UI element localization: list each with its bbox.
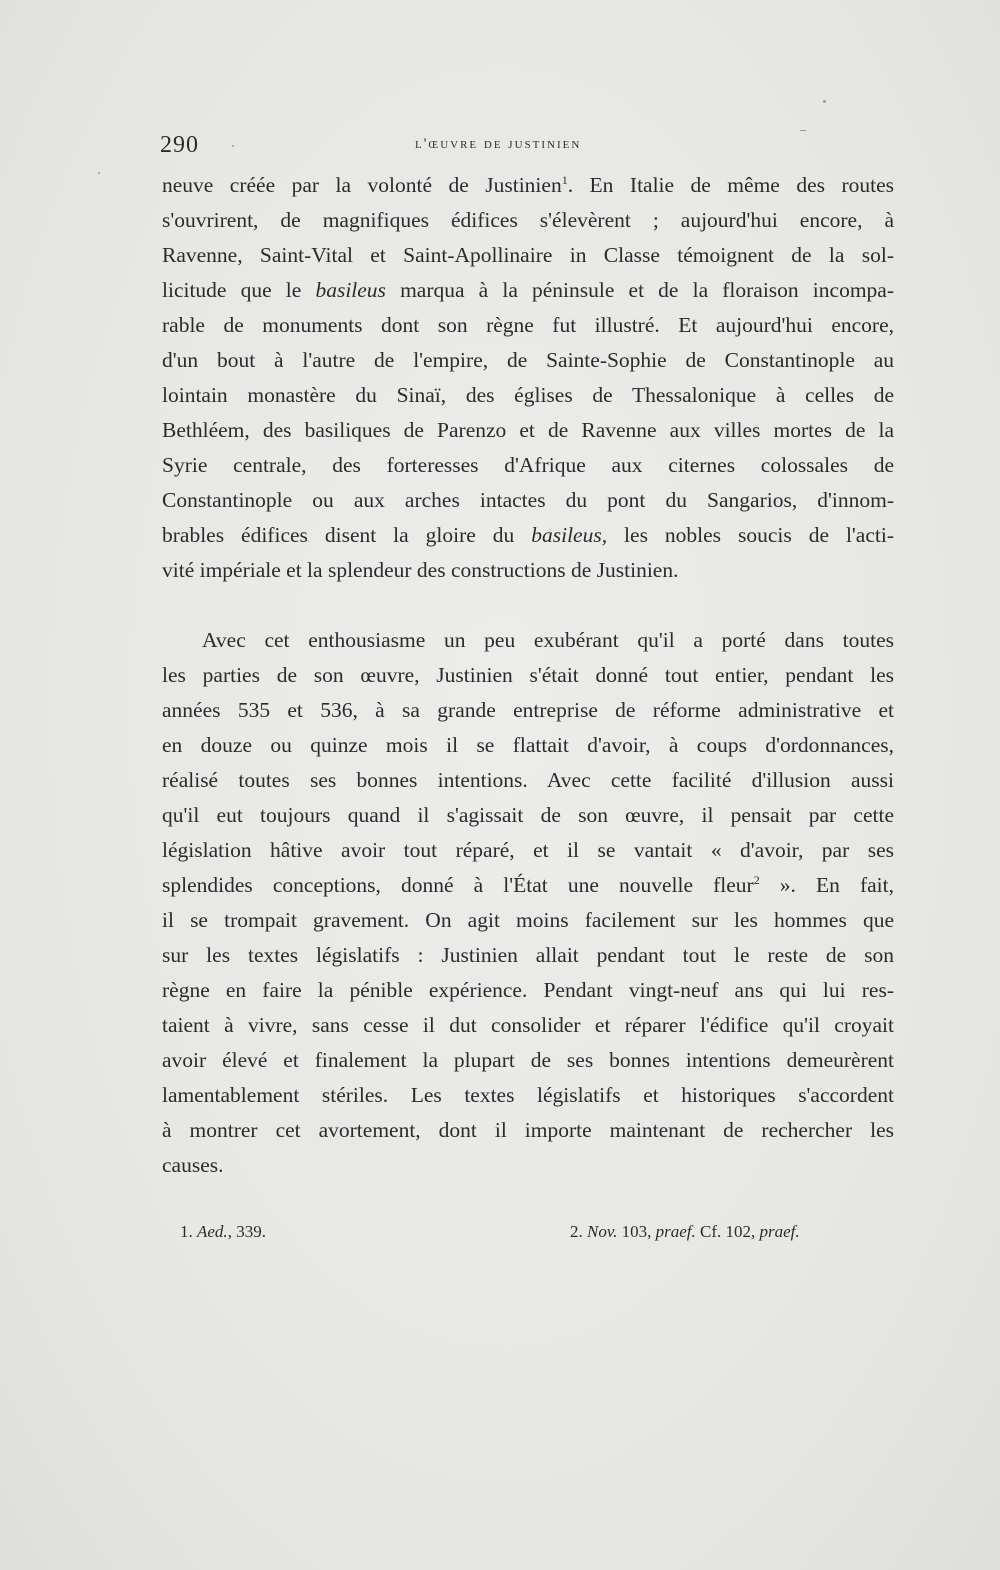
footnotes: [180, 1222, 860, 1252]
text-line: s'ouvrirent, de magnifiques édifices s'élevèrent ; aujourd'hui encore, à: [162, 208, 894, 232]
paragraph-2: [162, 623, 894, 1183]
text-line: Bethléem, des basiliques de Parenzo et de Ravenne aux villes mortes de la: [162, 418, 894, 442]
running-title: l'œuvre de justinien: [415, 136, 582, 152]
text-line: il se trompait gravement. On agit moins facilement sur les hommes que: [162, 908, 894, 932]
page-header: [160, 132, 900, 162]
text-line: à montrer cet avortement, dont il importe maintenant de rechercher les: [162, 1118, 894, 1142]
footnote-ref: 2: [753, 873, 760, 887]
paper-speck: [800, 130, 806, 131]
text-line: en douze ou quinze mois il se flattait d'avoir, à coups d'ordonnances,: [162, 733, 894, 757]
text-line: législation hâtive avoir tout réparé, et il se vantait « d'avoir, par ses: [162, 838, 894, 862]
text-line: les parties de son œuvre, Justinien s'était donné tout entier, pendant les: [162, 663, 894, 687]
text-line: d'un bout à l'autre de l'empire, de Sainte-Sophie de Constantinople au: [162, 348, 894, 372]
text-line: rable de monuments dont son règne fut illustré. Et aujourd'hui encore,: [162, 313, 894, 337]
text-line: vité impériale et la splendeur des constructions de Justinien.: [162, 558, 679, 582]
text-line: taient à vivre, sans cesse il dut consolider et réparer l'édifice qu'il croyait: [162, 1013, 894, 1037]
page-number: 290: [160, 132, 199, 158]
italic-term: basileus,: [531, 523, 608, 547]
text-line: brables édifices disent la gloire du basileus, les nobles soucis de l'acti-: [162, 523, 894, 547]
text-line: règne en faire la pénible expérience. Pendant vingt-neuf ans qui lui res-: [162, 978, 894, 1002]
text-line: licitude que le basileus marqua à la péninsule et de la floraison incompa-: [162, 278, 895, 302]
text-line: lamentablement stériles. Les textes législatifs et historiques s'accordent: [162, 1083, 894, 1107]
footnote-2: 2. Nov. 103, praef. Cf. 102, praef.: [570, 1222, 800, 1241]
paper-speck: [98, 172, 100, 174]
text-line: lointain monastère du Sinaï, des églises de Thessalonique à celles de: [162, 383, 894, 407]
footnote-ref: 1: [561, 173, 568, 187]
italic-term: basileus: [315, 278, 386, 302]
footnote-1: 1. Aed., 339.: [180, 1222, 266, 1241]
text-line: causes.: [162, 1153, 224, 1177]
text-line: splendides conceptions, donné à l'État une nouvelle fleur$^2$ ». En fait,: [162, 873, 894, 897]
page-body: [162, 168, 894, 1183]
text-line: Constantinople ou aux arches intactes du pont du Sangarios, d'innom-: [162, 488, 894, 512]
paper-speck: [232, 145, 234, 147]
text-line: qu'il eut toujours quand il s'agissait de son œuvre, il pensait par cette: [162, 803, 894, 827]
text-line: Syrie centrale, des forteresses d'Afrique aux citernes colossales de: [162, 453, 894, 477]
text-line: sur les textes législatifs : Justinien allait pendant tout le reste de son: [162, 943, 894, 967]
text-line: Avec cet enthousiasme un peu exubérant qu'il a porté dans toutes: [202, 628, 894, 652]
text-line: avoir élevé et finalement la plupart de ses bonnes intentions demeurèrent: [162, 1048, 894, 1072]
paragraph-1: [162, 168, 894, 588]
paper-speck: [823, 100, 826, 103]
text-line: réalisé toutes ses bonnes intentions. Avec cette facilité d'illusion aussi: [162, 768, 894, 792]
text-line: Ravenne, Saint-Vital et Saint-Apollinaire in Classe témoignent de la sol-: [162, 243, 894, 267]
text-line: années 535 et 536, à sa grande entreprise de réforme administrative et: [162, 698, 894, 722]
text-line: neuve créée par la volonté de Justinien$^1$. En Italie de même des routes: [162, 173, 894, 197]
